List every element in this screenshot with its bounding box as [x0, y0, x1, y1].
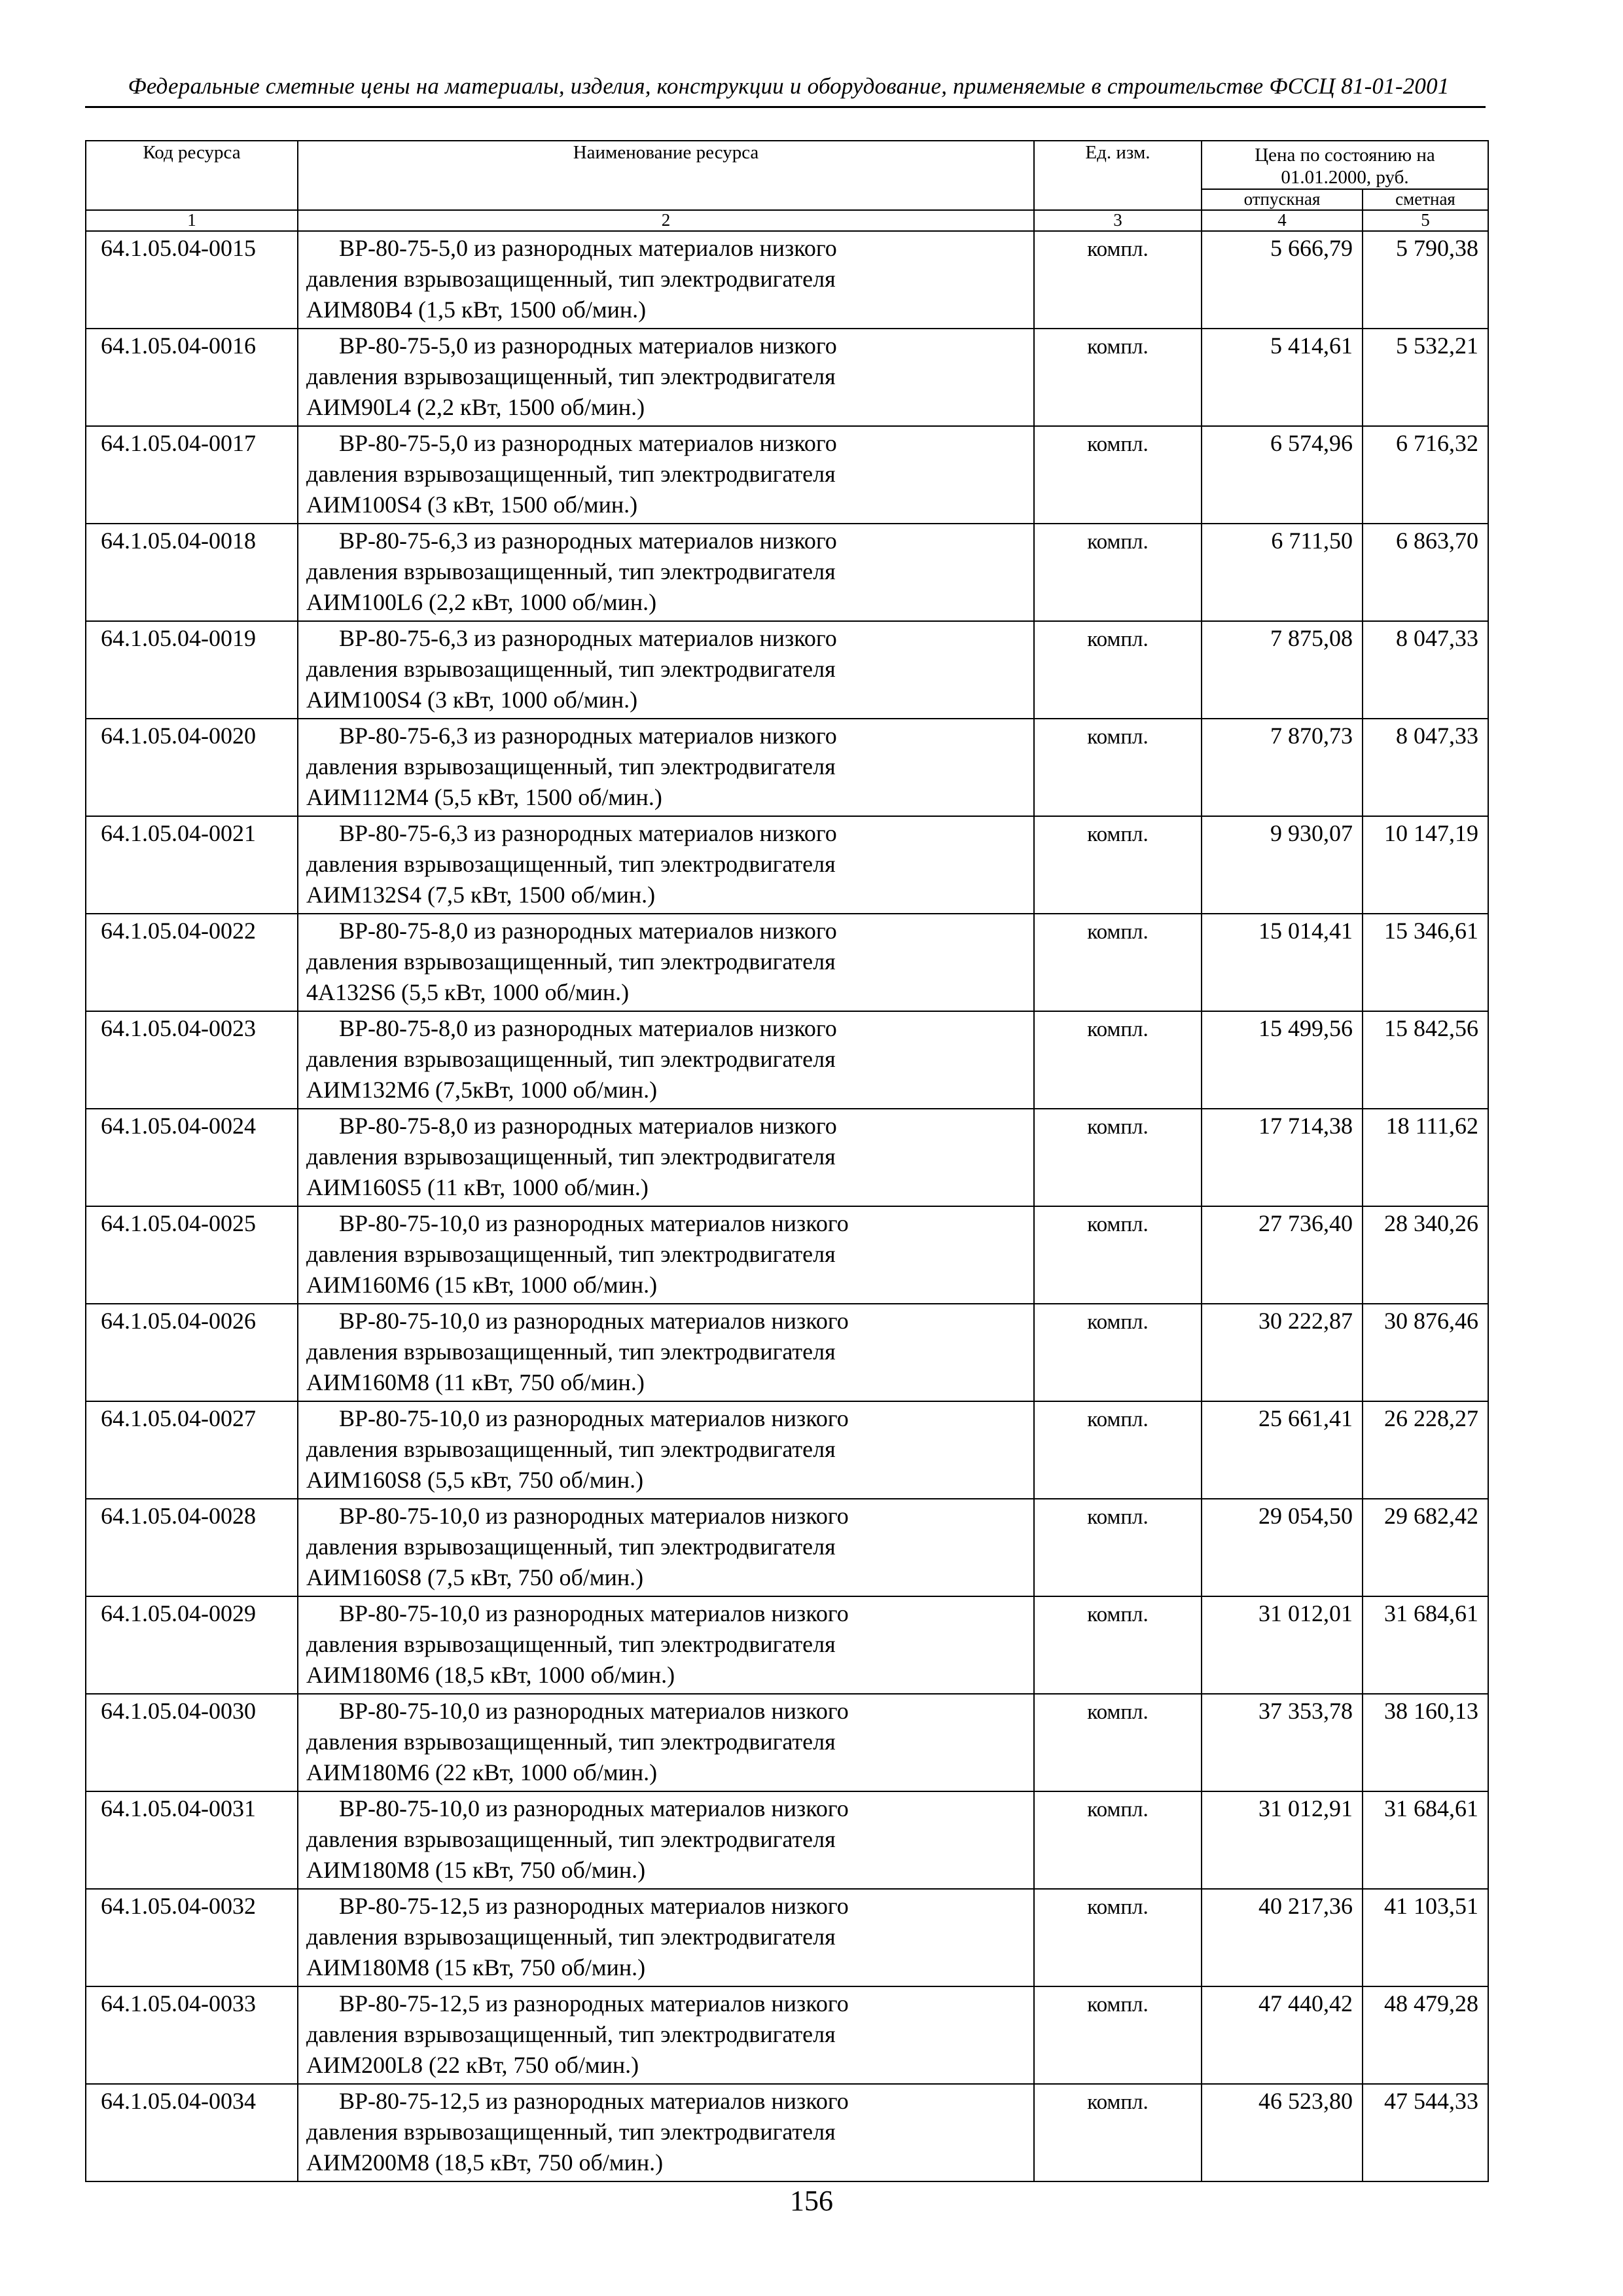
resource-name-line: ВР-80-75-12,5 из разнородных материалов низкого	[339, 2088, 849, 2114]
table-row	[86, 426, 1488, 524]
release-price: 5 414,61	[1202, 329, 1363, 426]
estimate-price: 47 544,33	[1363, 2084, 1488, 2181]
resource-name-line: ВР-80-75-6,3 из разнородных материалов низкого	[339, 723, 837, 749]
release-price: 30 222,87	[1202, 1304, 1363, 1401]
header-estimate-price: сметная	[1363, 189, 1488, 210]
header-rule	[85, 106, 1486, 108]
resource-name	[298, 231, 1034, 329]
table-row	[86, 719, 1488, 816]
resource-name-line: давления взрывозащищенный, тип электродвигателя	[306, 1046, 836, 1072]
estimate-price: 30 876,46	[1363, 1304, 1488, 1401]
resource-name-line: АИМ100S4 (3 кВт, 1000 об/мин.)	[306, 687, 638, 713]
resource-name-line: 4А132S6 (5,5 кВт, 1000 об/мин.)	[306, 979, 630, 1005]
column-number: 2	[298, 210, 1034, 231]
header-code: Код ресурса	[86, 141, 298, 210]
resource-name	[298, 329, 1034, 426]
resource-name-line: ВР-80-75-12,5 из разнородных материалов низкого	[339, 1893, 849, 1919]
resource-name-line: АИМ112М4 (5,5 кВт, 1500 об/мин.)	[306, 784, 662, 810]
resource-code: 64.1.05.04-0026	[86, 1304, 298, 1401]
resource-name-line: давления взрывозащищенный, тип электродвигателя	[306, 1143, 836, 1170]
resource-name-line: АИМ180М8 (15 кВт, 750 об/мин.)	[306, 1857, 646, 1883]
table-row	[86, 1694, 1488, 1791]
resource-code: 64.1.05.04-0024	[86, 1109, 298, 1206]
resource-name	[298, 914, 1034, 1011]
resource-name-line: ВР-80-75-5,0 из разнородных материалов низкого	[339, 430, 837, 456]
resource-name	[298, 1986, 1034, 2084]
resource-name-line: ВР-80-75-6,3 из разнородных материалов низкого	[339, 528, 837, 554]
resource-name-line: АИМ160S8 (5,5 кВт, 750 об/мин.)	[306, 1467, 644, 1493]
resource-name-line: давления взрывозащищенный, тип электродвигателя	[306, 558, 836, 584]
resource-code: 64.1.05.04-0021	[86, 816, 298, 914]
table-row	[86, 1791, 1488, 1889]
resource-code: 64.1.05.04-0033	[86, 1986, 298, 2084]
resource-name-line: давления взрывозащищенный, тип электродвигателя	[306, 1241, 836, 1267]
resource-name	[298, 1694, 1034, 1791]
release-price: 15 499,56	[1202, 1011, 1363, 1109]
resource-name-line: давления взрывозащищенный, тип электродвигателя	[306, 266, 836, 292]
release-price: 46 523,80	[1202, 2084, 1363, 2181]
estimate-price: 29 682,42	[1363, 1499, 1488, 1596]
table-row	[86, 1011, 1488, 1109]
resource-name-line: давления взрывозащищенный, тип электродвигателя	[306, 1924, 836, 1950]
resource-name-line: давления взрывозащищенный, тип электродвигателя	[306, 948, 836, 975]
resource-name-line: давления взрывозащищенный, тип электродвигателя	[306, 2119, 836, 2145]
release-price: 17 714,38	[1202, 1109, 1363, 1206]
estimate-price: 18 111,62	[1363, 1109, 1488, 1206]
release-price: 6 574,96	[1202, 426, 1363, 524]
resource-code: 64.1.05.04-0025	[86, 1206, 298, 1304]
resource-name-line: ВР-80-75-6,3 из разнородных материалов низкого	[339, 820, 837, 846]
resource-name-line: давления взрывозащищенный, тип электродвигателя	[306, 1826, 836, 1852]
resource-name	[298, 816, 1034, 914]
release-price: 9 930,07	[1202, 816, 1363, 914]
table-row	[86, 1596, 1488, 1694]
table-row	[86, 1206, 1488, 1304]
resource-name	[298, 1109, 1034, 1206]
unit: компл.	[1034, 1109, 1202, 1206]
estimate-price: 41 103,51	[1363, 1889, 1488, 1986]
resource-name-line: ВР-80-75-10,0 из разнородных материалов низкого	[339, 1210, 849, 1236]
unit: компл.	[1034, 426, 1202, 524]
release-price: 29 054,50	[1202, 1499, 1363, 1596]
table-row	[86, 621, 1488, 719]
estimate-price: 26 228,27	[1363, 1401, 1488, 1499]
table-row	[86, 1499, 1488, 1596]
estimate-price: 38 160,13	[1363, 1694, 1488, 1791]
release-price: 31 012,91	[1202, 1791, 1363, 1889]
resource-name-line: давления взрывозащищенный, тип электродвигателя	[306, 1729, 836, 1755]
estimate-price: 15 346,61	[1363, 914, 1488, 1011]
column-number: 1	[86, 210, 298, 231]
release-price: 7 870,73	[1202, 719, 1363, 816]
resource-name-line: давления взрывозащищенный, тип электродвигателя	[306, 1631, 836, 1657]
resource-code: 64.1.05.04-0022	[86, 914, 298, 1011]
resource-name-line: АИМ180М8 (15 кВт, 750 об/мин.)	[306, 1954, 646, 1981]
estimate-price: 48 479,28	[1363, 1986, 1488, 2084]
resource-name-line: давления взрывозащищенный, тип электродвигателя	[306, 363, 836, 389]
unit: компл.	[1034, 1791, 1202, 1889]
unit: компл.	[1034, 1206, 1202, 1304]
table-row	[86, 1304, 1488, 1401]
estimate-price: 10 147,19	[1363, 816, 1488, 914]
table-row	[86, 231, 1488, 329]
table-body	[86, 231, 1488, 2181]
unit: компл.	[1034, 1499, 1202, 1596]
resource-name-line: ВР-80-75-10,0 из разнородных материалов низкого	[339, 1308, 849, 1334]
resource-name	[298, 426, 1034, 524]
resource-code: 64.1.05.04-0018	[86, 524, 298, 621]
resource-code: 64.1.05.04-0031	[86, 1791, 298, 1889]
resource-name-line: АИМ160S5 (11 кВт, 1000 об/мин.)	[306, 1174, 649, 1200]
resource-name-line: АИМ200L8 (22 кВт, 750 об/мин.)	[306, 2052, 639, 2078]
table-row	[86, 524, 1488, 621]
resource-code: 64.1.05.04-0028	[86, 1499, 298, 1596]
resource-name-line: ВР-80-75-5,0 из разнородных материалов низкого	[339, 332, 837, 359]
estimate-price: 15 842,56	[1363, 1011, 1488, 1109]
unit: компл.	[1034, 914, 1202, 1011]
column-number: 5	[1363, 210, 1488, 231]
release-price: 15 014,41	[1202, 914, 1363, 1011]
table-row	[86, 1986, 1488, 2084]
release-price: 47 440,42	[1202, 1986, 1363, 2084]
estimate-price: 6 716,32	[1363, 426, 1488, 524]
resource-name	[298, 524, 1034, 621]
release-price: 31 012,01	[1202, 1596, 1363, 1694]
resource-name-line: давления взрывозащищенный, тип электродвигателя	[306, 1436, 836, 1462]
resource-code: 64.1.05.04-0034	[86, 2084, 298, 2181]
header-name: Наименование ресурса	[298, 141, 1034, 210]
resource-name-line: давления взрывозащищенный, тип электродвигателя	[306, 1534, 836, 1560]
estimate-price: 31 684,61	[1363, 1791, 1488, 1889]
resource-name-line: давления взрывозащищенный, тип электродвигателя	[306, 1338, 836, 1365]
unit: компл.	[1034, 1304, 1202, 1401]
header-release-price: отпускная	[1202, 189, 1363, 210]
header-price-group	[1202, 141, 1488, 189]
resource-code: 64.1.05.04-0016	[86, 329, 298, 426]
resource-name	[298, 2084, 1034, 2181]
table-row	[86, 816, 1488, 914]
header-unit: Ед. изм.	[1034, 141, 1202, 210]
column-number: 4	[1202, 210, 1363, 231]
unit: компл.	[1034, 1401, 1202, 1499]
unit: компл.	[1034, 524, 1202, 621]
resource-name	[298, 621, 1034, 719]
resource-name-line: ВР-80-75-10,0 из разнородных материалов низкого	[339, 1698, 849, 1724]
resource-name-line: ВР-80-75-12,5 из разнородных материалов низкого	[339, 1990, 849, 2017]
release-price: 7 875,08	[1202, 621, 1363, 719]
resource-name	[298, 1499, 1034, 1596]
release-price: 25 661,41	[1202, 1401, 1363, 1499]
unit: компл.	[1034, 1011, 1202, 1109]
resource-name	[298, 1206, 1034, 1304]
resource-name-line: АИМ180М6 (22 кВт, 1000 об/мин.)	[306, 1759, 658, 1785]
release-price: 27 736,40	[1202, 1206, 1363, 1304]
estimate-price: 8 047,33	[1363, 621, 1488, 719]
table-row	[86, 914, 1488, 1011]
resource-code: 64.1.05.04-0015	[86, 231, 298, 329]
price-table	[85, 140, 1489, 2182]
estimate-price: 5 790,38	[1363, 231, 1488, 329]
page-number: 156	[790, 2185, 833, 2217]
resource-name-line: ВР-80-75-8,0 из разнородных материалов низкого	[339, 1015, 837, 1041]
unit: компл.	[1034, 2084, 1202, 2181]
unit: компл.	[1034, 1889, 1202, 1986]
resource-name-line: ВР-80-75-10,0 из разнородных материалов низкого	[339, 1503, 849, 1529]
resource-name	[298, 1596, 1034, 1694]
resource-name-line: АИМ160М6 (15 кВт, 1000 об/мин.)	[306, 1272, 658, 1298]
resource-name	[298, 1889, 1034, 1986]
resource-name-line: давления взрывозащищенный, тип электродвигателя	[306, 461, 836, 487]
resource-name-line: давления взрывозащищенный, тип электродвигателя	[306, 656, 836, 682]
estimate-price: 28 340,26	[1363, 1206, 1488, 1304]
resource-name-line: ВР-80-75-8,0 из разнородных материалов низкого	[339, 918, 837, 944]
table-row	[86, 2084, 1488, 2181]
unit: компл.	[1034, 621, 1202, 719]
resource-name-line: ВР-80-75-8,0 из разнородных материалов низкого	[339, 1113, 837, 1139]
unit: компл.	[1034, 231, 1202, 329]
unit: компл.	[1034, 329, 1202, 426]
release-price: 40 217,36	[1202, 1889, 1363, 1986]
resource-name-line: АИМ80В4 (1,5 кВт, 1500 об/мин.)	[306, 296, 647, 323]
resource-name-line: ВР-80-75-10,0 из разнородных материалов низкого	[339, 1795, 849, 1821]
resource-code: 64.1.05.04-0017	[86, 426, 298, 524]
resource-code: 64.1.05.04-0019	[86, 621, 298, 719]
resource-code: 64.1.05.04-0023	[86, 1011, 298, 1109]
resource-name-line: ВР-80-75-10,0 из разнородных материалов низкого	[339, 1600, 849, 1626]
resource-name-line: АИМ180М6 (18,5 кВт, 1000 об/мин.)	[306, 1662, 675, 1688]
resource-name-line: давления взрывозащищенный, тип электродвигателя	[306, 2021, 836, 2047]
estimate-price: 5 532,21	[1363, 329, 1488, 426]
release-price: 37 353,78	[1202, 1694, 1363, 1791]
table-row	[86, 1109, 1488, 1206]
resource-name-line: давления взрывозащищенный, тип электродвигателя	[306, 753, 836, 780]
estimate-price: 8 047,33	[1363, 719, 1488, 816]
running-header: Федеральные сметные цены на материалы, изделия, конструкции и оборудование, применяемые в строительстве ФССЦ 81-01-2001	[128, 73, 1450, 99]
resource-name-line: АИМ160М8 (11 кВт, 750 об/мин.)	[306, 1369, 645, 1395]
resource-name-line: ВР-80-75-6,3 из разнородных материалов низкого	[339, 625, 837, 651]
unit: компл.	[1034, 1596, 1202, 1694]
resource-code: 64.1.05.04-0020	[86, 719, 298, 816]
resource-name	[298, 1791, 1034, 1889]
resource-name	[298, 1304, 1034, 1401]
resource-name-line: ВР-80-75-5,0 из разнородных материалов низкого	[339, 235, 837, 261]
resource-name-line: АИМ90L4 (2,2 кВт, 1500 об/мин.)	[306, 394, 645, 420]
estimate-price: 6 863,70	[1363, 524, 1488, 621]
resource-name-line: давления взрывозащищенный, тип электродвигателя	[306, 851, 836, 877]
resource-code: 64.1.05.04-0032	[86, 1889, 298, 1986]
resource-name	[298, 1401, 1034, 1499]
table-row	[86, 1889, 1488, 1986]
unit: компл.	[1034, 816, 1202, 914]
header-price-group-line2: 01.01.2000, руб.	[1281, 167, 1409, 188]
resource-name-line: АИМ200М8 (18,5 кВт, 750 об/мин.)	[306, 2149, 664, 2176]
resource-code: 64.1.05.04-0029	[86, 1596, 298, 1694]
unit: компл.	[1034, 1986, 1202, 2084]
resource-name-line: АИМ100S4 (3 кВт, 1500 об/мин.)	[306, 492, 638, 518]
estimate-price: 31 684,61	[1363, 1596, 1488, 1694]
resource-code: 64.1.05.04-0030	[86, 1694, 298, 1791]
resource-name	[298, 1011, 1034, 1109]
table-row	[86, 1401, 1488, 1499]
resource-name-line: АИМ132М6 (7,5кВт, 1000 об/мин.)	[306, 1077, 658, 1103]
column-number: 3	[1034, 210, 1202, 231]
resource-name-line: АИМ132S4 (7,5 кВт, 1500 об/мин.)	[306, 882, 656, 908]
resource-code: 64.1.05.04-0027	[86, 1401, 298, 1499]
table-row	[86, 329, 1488, 426]
resource-name-line: ВР-80-75-10,0 из разнородных материалов низкого	[339, 1405, 849, 1431]
release-price: 6 711,50	[1202, 524, 1363, 621]
unit: компл.	[1034, 719, 1202, 816]
resource-name	[298, 719, 1034, 816]
resource-name-line: АИМ160S8 (7,5 кВт, 750 об/мин.)	[306, 1564, 644, 1590]
resource-name-line: АИМ100L6 (2,2 кВт, 1000 об/мин.)	[306, 589, 657, 615]
unit: компл.	[1034, 1694, 1202, 1791]
header-price-group-line1: Цена по состоянию на	[1255, 145, 1435, 166]
release-price: 5 666,79	[1202, 231, 1363, 329]
